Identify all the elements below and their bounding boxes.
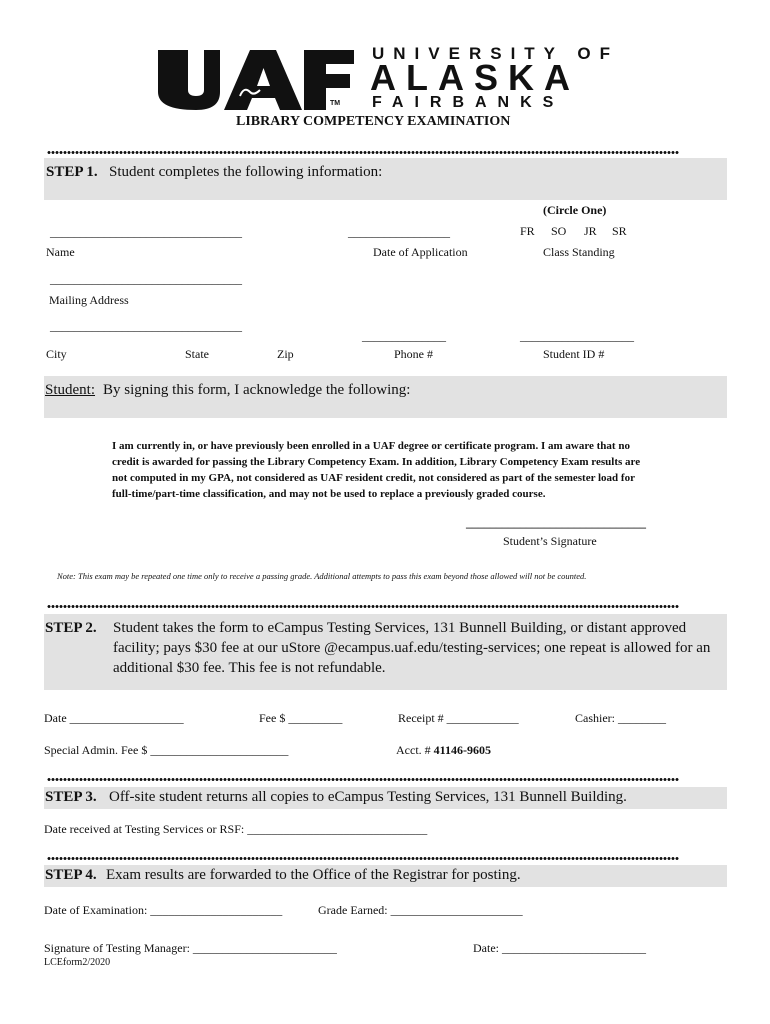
acct-label: Acct. #: [396, 743, 431, 757]
standing-jr[interactable]: JR: [584, 224, 597, 238]
testing-manager-signature-field[interactable]: Signature of Testing Manager: ________________________: [44, 941, 337, 955]
step4-label: STEP 4.: [45, 867, 97, 883]
step4-header: [44, 865, 727, 887]
date-of-application-label: Date of Application: [373, 245, 468, 259]
state-label: State: [185, 347, 209, 361]
student-ack-text: By signing this form, I acknowledge the following:: [103, 382, 411, 398]
divider: [47, 604, 679, 609]
class-standing-label: Class Standing: [543, 245, 615, 259]
ack-paragraph: [112, 438, 732, 502]
step3-label: STEP 3.: [45, 789, 97, 805]
acct-value: 41146-9605: [433, 743, 491, 757]
student-id-label: Student ID #: [543, 347, 605, 361]
step1-text: Student completes the following information:: [109, 164, 383, 180]
step2-receipt-field[interactable]: Receipt # ____________: [398, 711, 519, 725]
ack-line: full-time/part-time classification, and may not be used to replace a previously graded course.: [112, 488, 546, 500]
phone-line[interactable]: ______________: [362, 329, 446, 343]
step2-header: [44, 614, 727, 690]
standing-so[interactable]: SO: [551, 224, 567, 238]
logo-line-alaska: ALASKA: [370, 57, 580, 98]
step2-fee-field[interactable]: Fee $ _________: [259, 711, 343, 725]
student-signature-label: Student’s Signature: [503, 534, 597, 548]
date-of-examination-field[interactable]: Date of Examination: ______________________: [44, 903, 283, 917]
step2-line: facility; pays $30 fee at our uStore @ecampus.uaf.edu/testing-services; one repeat is allowed for an: [113, 640, 711, 656]
step1-label: STEP 1.: [46, 164, 98, 180]
step2-label: STEP 2.: [45, 620, 97, 636]
name-line[interactable]: ________________________________: [50, 225, 242, 239]
zip-label: Zip: [277, 347, 294, 361]
special-admin-fee-field[interactable]: Special Admin. Fee $ _______________________: [44, 743, 289, 757]
divider: [47, 856, 679, 861]
step4-text: Exam results are forwarded to the Office of the Registrar for posting.: [106, 867, 521, 883]
mailing-address-label: Mailing Address: [49, 293, 129, 307]
form-code: LCEform2/2020: [44, 957, 111, 968]
step1-header: [44, 158, 727, 200]
student-ack-header: [44, 376, 727, 418]
city-label: City: [46, 347, 67, 361]
divider: [47, 150, 679, 155]
grade-earned-field[interactable]: Grade Earned: ______________________: [318, 903, 523, 917]
logo-line-fairbanks: FAIRBANKS: [372, 94, 565, 111]
city-state-zip-line[interactable]: ________________________________: [50, 319, 242, 333]
acct-number: [396, 743, 491, 758]
circle-one-label: (Circle One): [543, 203, 607, 217]
logo-line-university-of: UNIVERSITY OF: [372, 44, 620, 63]
date-received-field[interactable]: Date received at Testing Services or RSF: ______________________________: [44, 822, 428, 836]
uaf-logo: [158, 44, 628, 114]
standing-fr[interactable]: FR: [520, 224, 535, 238]
uaf-logo-mark-icon: [158, 46, 354, 112]
step2-date-field[interactable]: Date ___________________: [44, 711, 184, 725]
step2-line: additional $30 fee. This fee is not refundable.: [113, 660, 386, 676]
student-ack-label: Student:: [45, 382, 96, 398]
logo-tm: TM: [330, 100, 341, 107]
divider: [47, 777, 679, 782]
step2-line: Student takes the form to eCampus Testing Services, 131 Bunnell Building, or distant approved: [113, 620, 687, 636]
student-id-line[interactable]: ___________________: [520, 329, 634, 343]
step2-text: [113, 618, 723, 678]
repeat-note: Note: This exam may be repeated one time only to receive a passing grade. Additional attempts to pass this exam beyond those allowed will not be counted.: [57, 571, 587, 581]
name-label: Name: [46, 245, 75, 259]
phone-label: Phone #: [394, 347, 433, 361]
step2-cashier-field[interactable]: Cashier: ________: [575, 711, 666, 725]
mailing-address-line[interactable]: ________________________________: [50, 272, 242, 286]
ack-line: not computed in my GPA, not considered as UAF resident credit, not considered as part of the semester load for: [112, 472, 635, 484]
testing-manager-date-field[interactable]: Date: ________________________: [473, 941, 646, 955]
date-of-application-line[interactable]: _________________: [348, 225, 450, 239]
student-signature-line[interactable]: ______________________________: [466, 516, 646, 530]
ack-line: credit is awarded for passing the Library Competency Exam. In addition, Library Competency Exam results are: [112, 456, 641, 468]
step3-header: [44, 787, 727, 809]
form-title: LIBRARY COMPETENCY EXAMINATION: [236, 114, 511, 129]
step3-text: Off-site student returns all copies to eCampus Testing Services, 131 Bunnell Building.: [109, 789, 627, 805]
ack-line: I am currently in, or have previously been enrolled in a UAF degree or certificate program. I am aware that no: [112, 440, 630, 452]
standing-sr[interactable]: SR: [612, 224, 627, 238]
